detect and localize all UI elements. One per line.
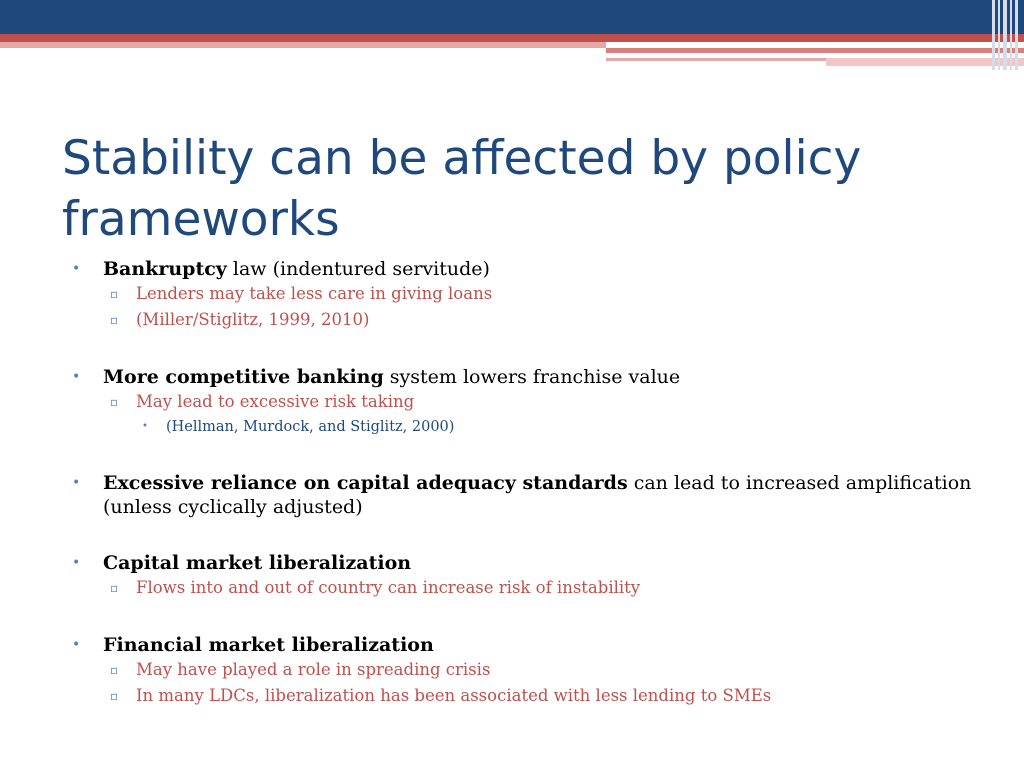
bullet-text: law (indentured servitude)	[226, 258, 490, 280]
slide-body	[72, 257, 972, 709]
bullet-text: system lowers franchise value	[383, 366, 681, 388]
sub-bullet-item	[72, 307, 972, 333]
square-bullet-icon: ▫	[110, 663, 119, 677]
bullet-item	[72, 551, 972, 575]
header-band-blue	[0, 0, 1024, 34]
header-band-red	[0, 34, 1024, 42]
header-band-divider	[606, 55, 948, 57]
bullet-bold: Capital market liberalization	[103, 552, 412, 574]
sub-bullet-item	[72, 657, 972, 683]
bullet-dot-icon: •	[72, 369, 81, 385]
bullet-text: can lead to increased amplification (unless cyclically adjusted)	[103, 472, 972, 518]
bullet-item	[72, 257, 972, 281]
square-bullet-icon: ▫	[110, 395, 119, 409]
small-bullet-icon: •	[142, 421, 148, 432]
sub-bullet-text: May lead to excessive risk taking	[136, 392, 415, 411]
sub-bullet-text: Flows into and out of country can increase risk of instability	[136, 578, 641, 597]
header-band-red-right	[606, 48, 1024, 53]
sub-sub-bullet-item	[72, 415, 972, 439]
sub-bullet-item	[72, 389, 972, 415]
header-stripes	[990, 0, 1024, 70]
slide-title: Stability can be affected by policy frameworks	[62, 131, 862, 247]
bullet-dot-icon: •	[72, 637, 81, 653]
bullet-item	[72, 365, 972, 389]
bullet-bold: More competitive banking	[103, 366, 384, 388]
sub-bullet-text: (Miller/Stiglitz, 1999, 2010)	[136, 310, 370, 329]
sub-bullet-item	[72, 683, 972, 709]
header-band-red-thin	[606, 58, 826, 61]
square-bullet-icon: ▫	[110, 313, 119, 327]
sub-bullet-item	[72, 575, 972, 601]
bullet-bold: Excessive reliance on capital adequacy standards	[103, 472, 628, 494]
bullet-item	[72, 633, 972, 657]
sub-bullet-item	[72, 281, 972, 307]
sub-bullet-text: May have played a role in spreading crisis	[136, 660, 491, 679]
square-bullet-icon: ▫	[110, 689, 119, 703]
bullet-bold: Bankruptcy	[103, 258, 227, 280]
bullet-dot-icon: •	[72, 261, 81, 277]
bullet-dot-icon: •	[72, 475, 81, 491]
bullet-item	[72, 471, 972, 519]
bullet-bold: Financial market liberalization	[103, 634, 434, 656]
square-bullet-icon: ▫	[110, 287, 119, 301]
sub-bullet-text: Lenders may take less care in giving loans	[136, 284, 493, 303]
bullet-dot-icon: •	[72, 555, 81, 571]
header-band-red-light	[0, 42, 606, 48]
square-bullet-icon: ▫	[110, 581, 119, 595]
citation-text: (Hellman, Murdock, and Stiglitz, 2000)	[166, 419, 455, 435]
sub-bullet-text: In many LDCs, liberalization has been associated with less lending to SMEs	[136, 686, 772, 705]
